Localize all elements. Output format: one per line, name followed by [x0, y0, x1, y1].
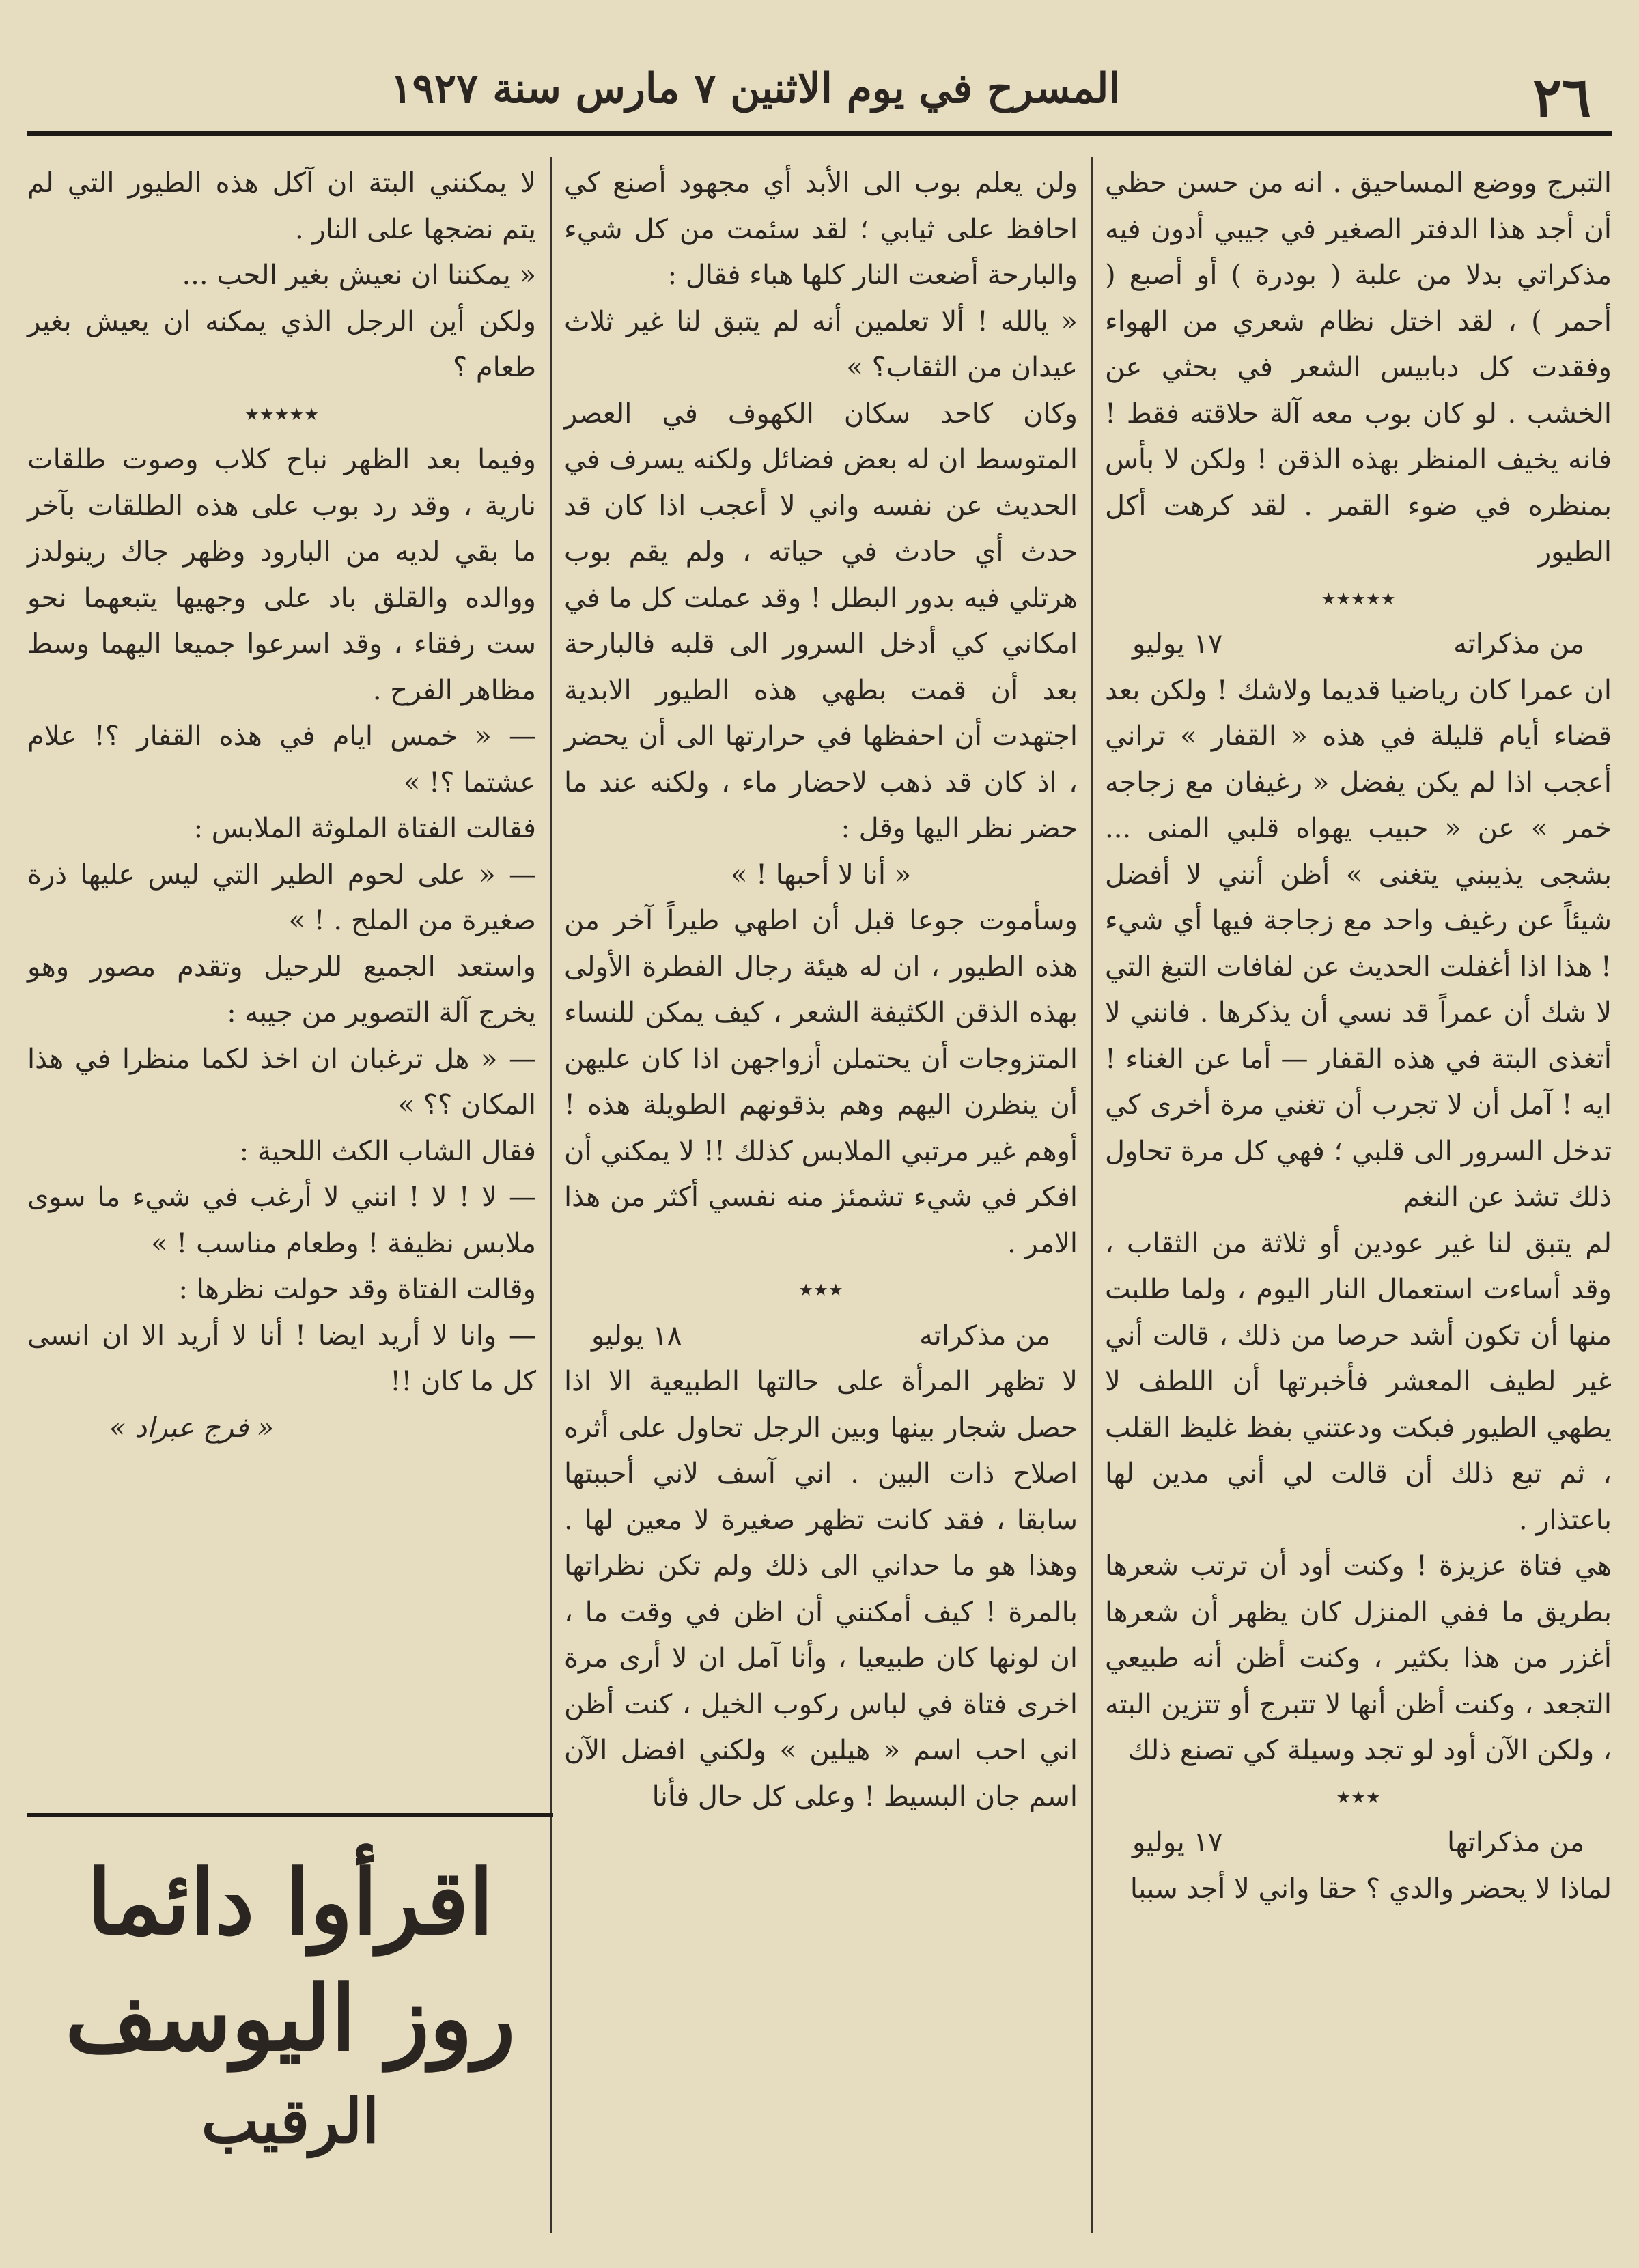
paragraph: هي فتاة عزيزة ! وكنت أود أن ترتب شعرها بطريق ما ففي المنزل كان يظهر أن شعرها أغزر من هذا بكثير ، وكنت أظن أنه طبيعي التجعد ، وكنت أظن أنها لا تتبرج أو تتزين البته ، ولكن الآن أود لو تجد وسيلة كي تصنع ذلك — [1105, 1550, 1612, 1766]
dialogue-line: — لا ! لا ! انني لا أرغب في شيء ما سوى ملابس نظيفة ! وطعام مناسب ! » — [27, 1181, 536, 1259]
column-right — [1105, 160, 1612, 1912]
paragraph: وسأموت جوعا قبل أن اطهي طيراً آخر من هذه الطيور ، ان له هيئة رجال الفطرة الأولى بهذه الذقن الكثيفة الشعر ، كيف يمكن للنساء المتزوجات أن يحتملن أزواجهن اذا كان عليهن أن ينظرن اليهم وهم بذقونهم الطويلة هذه ! أوهم غير مرتبي الملابس كذلك !! لا يمكني أن افكر في شيء تشمئز منه نفسي أكثر من هذا الامر . — [564, 905, 1078, 1259]
quote: « أنا لا أحبها ! » — [730, 858, 912, 891]
dialogue-line: — « على لحوم الطير التي ليس عليها ذرة صغيرة من الملح . ! » — [27, 858, 536, 936]
ad-publication-name-secondary: الرقيب — [201, 2085, 380, 2157]
column-middle — [564, 160, 1078, 1820]
quote: « يالله ! ألا تعلمين أنه لم يتبق لنا غير ثلاث عيدان من الثقاب؟ » — [564, 305, 1078, 383]
paragraph: فقال الشاب الكث اللحية : — [239, 1135, 536, 1167]
dialogue-line: — « هل ترغبان ان اخذ لكما منظرا في هذا المكان ؟؟ » — [27, 1043, 536, 1121]
section-separator: ٭٭٭ — [1336, 1780, 1381, 1812]
header-rule — [27, 131, 1612, 136]
masthead-dateline: المسرح في يوم الاثنين ٧ مارس سنة ١٩٢٧ — [390, 65, 1120, 113]
dateline — [1105, 1820, 1612, 1866]
ad-publication-name: روز اليوسف — [65, 1966, 516, 2071]
dateline-label: من مذكراته — [1453, 628, 1584, 660]
dateline-label: من مذكراتها — [1447, 1827, 1584, 1858]
quote: « يمكننا ان نعيش بغير الحب ... — [182, 260, 536, 291]
dialogue-line: — وانا لا أريد ايضا ! أنا لا أريد الا ان انسى كل ما كان !! — [27, 1319, 536, 1397]
paragraph: لا تظهر المرأة على حالتها الطبيعية الا اذا حصل شجار بينها وبين الرجل تحاول على أثره اصلاح ذات البين . اني آسف لاني أحببتها سابقا ، فقد كانت تظهر صغيرة لا معين لها . وهذا هو ما حداني الى ذلك ولم تكن نظراتها بالمرة ! كيف أمكنني أن اظن في وقت ما ، ان لونها كان طبيعيا ، وأنا آمل ان لا أرى مرة اخرى فتاة في لباس ركوب الخيل ، كنت أظن اني احب اسم « هيلين » ولكني افضل الآن اسم جان البسيط ! وعلى كل حال فأنا — [564, 1366, 1078, 1812]
section-separator: ٭٭٭ — [798, 1274, 843, 1305]
section-separator: ٭٭٭٭٭ — [1321, 582, 1396, 614]
paragraph: لماذا لا يحضر والدي ؟ حقا واني لا أجد سببا — [1130, 1873, 1612, 1905]
dateline-date: ١٨ يوليو — [591, 1319, 682, 1352]
paragraph: واستعد الجميع للرحيل وتقدم مصور وهو يخرج آلة التصوير من جيبه : — [27, 951, 536, 1028]
dialogue-line: — « خمس ايام في هذه القفار ؟! علام عشتما ؟! » — [27, 720, 536, 798]
page-header — [27, 58, 1612, 137]
column-divider-right — [1091, 157, 1093, 2233]
dateline-date: ١٧ يوليو — [1132, 1827, 1223, 1858]
author-signature: « فرج عبراد » — [109, 1412, 275, 1444]
paragraph: ولن يعلم بوب الى الأبد أي مجهود أصنع كي احافظ على ثيابي ؛ لقد سئمت من كل شيء والبارحة أضعت النار كلها هباء فقال : — [564, 167, 1078, 291]
paragraph: ان عمرا كان رياضيا قديما ولاشك ! ولكن بعد قضاء أيام قليلة في هذه « القفار » تراني أعجب اذا لم يكن يفضل « رغيفان مع زجاجه خمر » عن « حبيب يهواه قلبي المنى ... بشجى يذيبني يتغنى » أظن أنني لا أفضل شيئاً عن رغيف واحد مع زجاجة فيها أي شيء ! هذا اذا أغفلت الحديث عن لفافات التبغ التي لا شك أن عمراً قد نسي أن يذكرها . فانني لا أتغذى البتة في هذه القفار — أما عن الغناء ! ايه ! آمل أن لا تجرب أن تغني مرة أخرى كي تدخل السرور الى قلبي ؛ فهي كل مرة تحاول ذلك تشذ عن النغم — [1105, 674, 1612, 1213]
paragraph: وقالت الفتاة وقد حولت نظرها : — [178, 1274, 536, 1305]
dateline-date: ١٧ يوليو — [1132, 628, 1223, 660]
paragraph: لا يمكنني البتة ان آكل هذه الطيور التي لم يتم نضجها على النار . — [27, 167, 536, 245]
column-left — [27, 160, 536, 1451]
ad-headline: اقرأوا دائما — [87, 1850, 494, 1955]
section-separator: ٭٭٭٭٭ — [244, 397, 319, 430]
dateline-label: من مذكراته — [919, 1319, 1050, 1352]
paragraph: ولكن أين الرجل الذي يمكنه ان يعيش بغير طعام ؟ — [27, 305, 537, 383]
paragraph: فقالت الفتاة الملوثة الملابس : — [193, 813, 536, 844]
dateline — [1105, 621, 1612, 668]
page-number: ٢٦ — [1532, 65, 1591, 129]
dateline — [564, 1313, 1078, 1360]
paragraph: لم يتبق لنا غير عودين أو ثلاثة من الثقاب ، وقد أساءت استعمال النار اليوم ، ولما طلبت منها أن تكون أشد حرصا من ذلك ، قالت أني غير لطيف المعشر فأخبرتها أن اللطف لا يطهي الطيور فبكت ودعتني بفظ غليظ القلب ، ثم تبع ذلك أن قالت لي أني مدين لها باعتذار . — [1105, 1227, 1612, 1536]
paragraph: وكان كاحد سكان الكهوف في العصر المتوسط ان له بعض فضائل ولكنه يسرف في الحديث عن نفسه واني لا أعجب اذا كان قد حدث أي حادث في حياته ، ولم يقم بوب هرتلي فيه بدور البطل ! وقد عملت كل ما في امكاني كي أدخل السرور الى قلبه فالبارحة بعد أن قمت بطهي هذه الطيور الابدية اجتهدت أن احفظها في حرارتها الى أن يحضر ، اذ كان قد ذهب لاحضار ماء ، ولكنه عند ما حضر نظر اليها وقل : — [564, 397, 1078, 844]
paragraph: وفيما بعد الظهر نباح كلاب وصوت طلقات نارية ، وقد رد بوب على هذه الطلقات بآخر ما بقي لديه من البارود وظهر جاك رينولدز ووالده والقلق باد على وجهيها يتبعهما نحو ست رفقاء ، وقد اسرعوا جميعا اليهما وسط مظاهر الفرح . — [27, 444, 536, 706]
advertisement-box — [27, 1813, 553, 2172]
paragraph: التبرج ووضع المساحيق . انه من حسن حظي أن أجد هذا الدفتر الصغير في جيبي أدون فيه مذكراتي بدلا من علبة ( بودرة ) أو أصبع ( أحمر ) ، لقد اختل نظام شعري من الهواء وفقدت كل دبابيس الشعر في بحثي عن الخشب . لو كان بوب معه آلة حلاقته فقط ! فانه يخيف المنظر بهذه الذقن ! ولكن لا بأس بمنظره في ضوء القمر . لقد كرهت أكل الطيور — [1105, 167, 1612, 568]
